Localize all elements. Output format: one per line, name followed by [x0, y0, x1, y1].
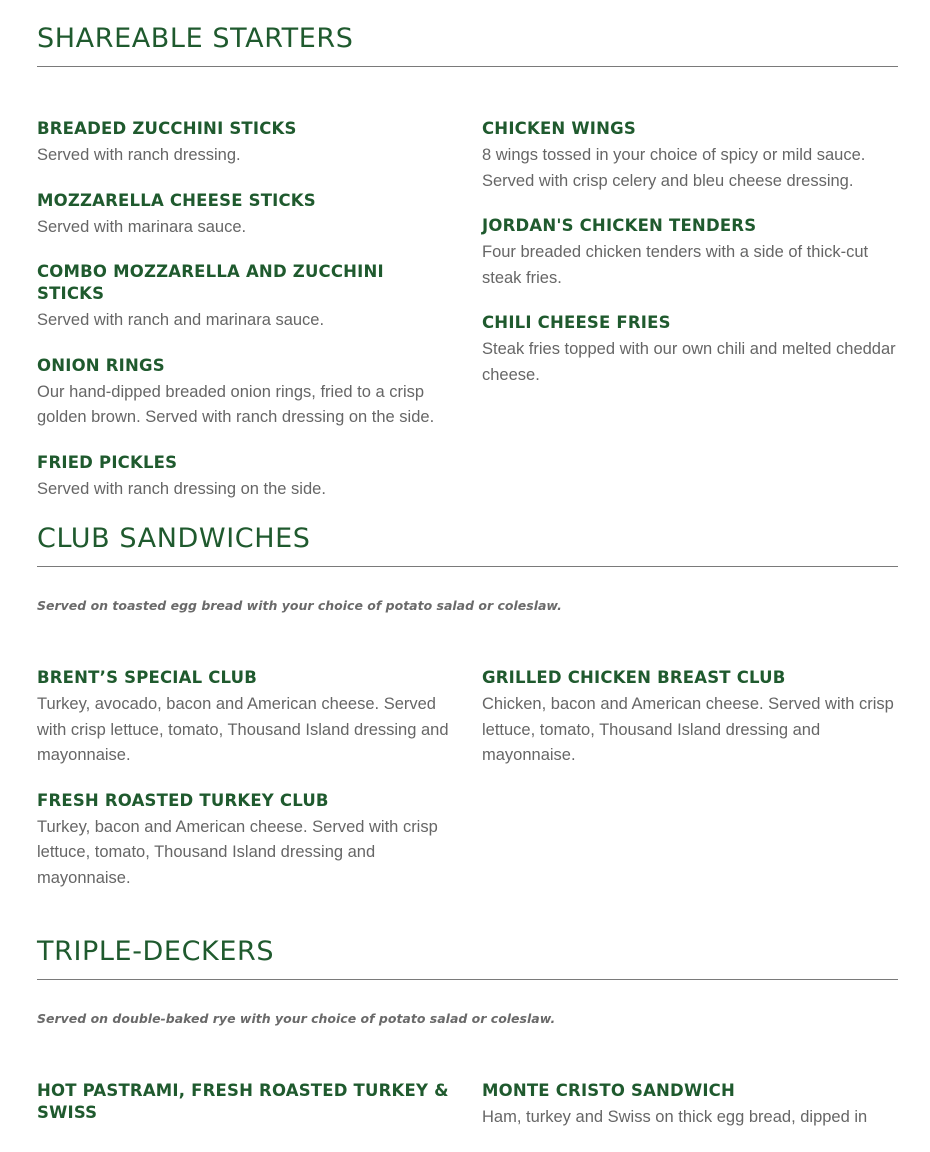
section-triple-deckers — [37, 935, 898, 1152]
item-name: HOT PASTRAMI, FRESH ROASTED TURKEY & SWISS — [37, 1081, 449, 1122]
right-column — [482, 1080, 898, 1152]
section-club-sandwiches — [37, 522, 898, 912]
menu-item — [37, 118, 453, 169]
menu-item — [37, 452, 453, 503]
item-name: ONION RINGS — [37, 355, 165, 375]
item-name: CHILI CHEESE FRIES — [482, 313, 671, 332]
section-divider — [37, 979, 898, 980]
item-description: Served with marinara sauce. — [37, 217, 247, 236]
menu-item — [37, 1080, 453, 1124]
section-divider — [37, 66, 898, 67]
menu-item — [37, 261, 453, 334]
item-description: Served with ranch dressing. — [37, 146, 241, 164]
item-description: Four breaded chicken tenders with a side of thick-cut steak fries. — [482, 243, 869, 287]
section-note: Served on toasted egg bread with your choice of potato salad or coleslaw. — [37, 598, 562, 613]
item-columns — [37, 667, 898, 912]
item-name: COMBO MOZZARELLA AND ZUCCHINI STICKS — [37, 262, 384, 303]
menu-item — [482, 312, 898, 388]
item-description: Served with ranch dressing on the side. — [37, 479, 326, 498]
section-divider — [37, 566, 898, 567]
item-description: Turkey, avocado, bacon and American cheese. Served with crisp lettuce, tomato, Thousand Island dressing and mayonnaise. — [37, 695, 449, 764]
item-description: 8 wings tossed in your choice of spicy or mild sauce. Served with crisp celery and bleu cheese dressing. — [482, 146, 866, 190]
section-title: CLUB SANDWICHES — [37, 523, 311, 554]
item-name: CHICKEN WINGS — [482, 119, 636, 138]
section-title: SHAREABLE STARTERS — [37, 23, 354, 54]
left-column — [37, 667, 453, 912]
menu-item — [37, 790, 453, 892]
menu-item — [482, 215, 898, 291]
left-column — [37, 1080, 453, 1152]
left-column — [37, 118, 453, 523]
right-column — [482, 667, 898, 912]
menu-item — [37, 190, 453, 241]
item-name: GRILLED CHICKEN BREAST CLUB — [482, 668, 786, 687]
item-name: FRIED PICKLES — [37, 452, 178, 472]
section-shareable-starters — [37, 22, 898, 523]
item-description: Chicken, bacon and American cheese. Served with crisp lettuce, tomato, Thousand Island dressing and mayonnaise. — [482, 695, 894, 764]
item-description: Steak fries topped with our own chili and melted cheddar cheese. — [482, 340, 896, 384]
right-column — [482, 118, 898, 523]
section-title: TRIPLE-DECKERS — [37, 936, 275, 967]
item-name: MOZZARELLA CHEESE STICKS — [37, 190, 316, 210]
item-columns — [37, 1080, 898, 1152]
menu-item — [482, 667, 898, 769]
item-name: FRESH ROASTED TURKEY CLUB — [37, 790, 329, 810]
menu-item — [37, 667, 453, 769]
section-note: Served on double-baked rye with your choice of potato salad or coleslaw. — [37, 1011, 556, 1026]
menu-item — [37, 355, 453, 431]
item-name: BRENT’S SPECIAL CLUB — [37, 668, 258, 687]
item-description: Served with ranch and marinara sauce. — [37, 311, 325, 329]
menu-item — [482, 118, 898, 194]
item-name: MONTE CRISTO SANDWICH — [482, 1081, 736, 1100]
item-name: BREADED ZUCCHINI STICKS — [37, 119, 297, 138]
menu-item — [482, 1080, 898, 1131]
item-description: Ham, turkey and Swiss on thick egg bread, dipped in — [482, 1108, 868, 1126]
item-name: JORDAN'S CHICKEN TENDERS — [482, 216, 757, 235]
item-description: Turkey, bacon and American cheese. Served with crisp lettuce, tomato, Thousand Island dressing and mayonnaise. — [37, 817, 438, 887]
item-columns — [37, 118, 898, 523]
item-description: Our hand-dipped breaded onion rings, fried to a crisp golden brown. Served with ranch dressing on the side. — [37, 382, 435, 426]
